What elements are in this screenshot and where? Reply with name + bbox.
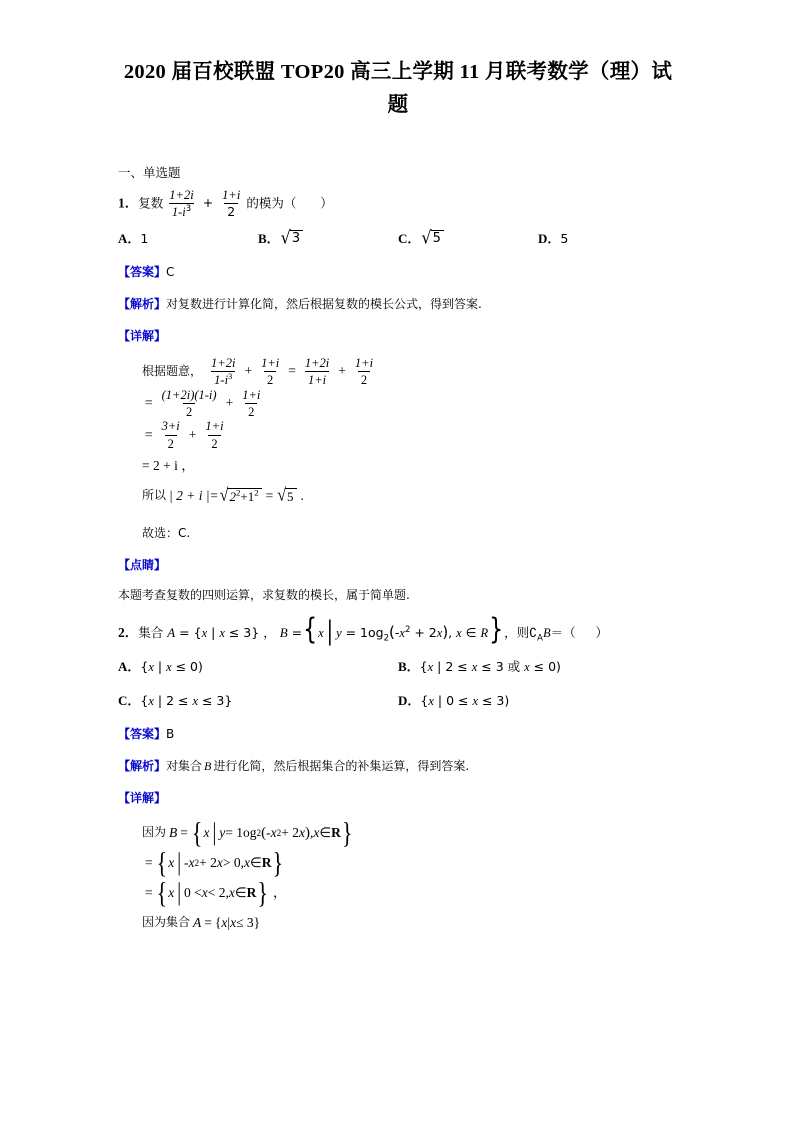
analysis-tag: 【解析】	[118, 759, 167, 773]
question-2-answer	[118, 720, 678, 748]
q2-solution-row-3: = { x | 0 < x < 2, x ∈ R } ，	[145, 875, 287, 910]
question-1-conclusion: 故选：C.	[142, 526, 191, 540]
q2-solution-row-4: 因为集合 A = { x | x ≤ 3}	[142, 914, 261, 930]
q2-solution-row-2: = { x | - x 2 + 2 x > 0, x ∈ R }	[145, 845, 284, 880]
question-1-stem-prefix: 复数	[138, 195, 164, 211]
question-2-detail-tag	[118, 784, 678, 812]
solution-row-4: = 2 + i ，	[142, 457, 195, 473]
page-title: 2020 届百校联盟 TOP20 高三上学期 11 月联考数学（理）试题	[123, 61, 673, 116]
question-1-detail-tag	[118, 322, 678, 350]
solution-row-2: = $\frac{(1+2i)(1-i)}{2}$ + $\frac{1+i}{2}$	[145, 387, 261, 419]
question-1-options	[118, 224, 678, 254]
answer-value: B	[166, 727, 175, 741]
fraction-2: $\frac{1+i}{2}$	[222, 188, 241, 220]
fraction-1: $\frac{1+2i}{1-i^3}$	[169, 188, 194, 220]
question-2-number: 2．	[118, 625, 139, 640]
question-2-stem: 2．集合 A = {x | x ≤ 3} ， B ={x | $y = 1og_2(-x^2 + 2x)$, x ∈ R}，则$∁_AB=$（ ）	[118, 613, 608, 648]
question-1-solution	[142, 356, 678, 511]
question-1-insight-tag	[118, 551, 678, 579]
question-1-insight: 本题考查复数的四则运算，求复数的模长，属于简单题.	[118, 588, 410, 602]
option-a[interactable]: A．{x | x ≤ 0)	[118, 659, 203, 674]
question-1-number: 1．	[118, 195, 139, 211]
question-2-options-row-2	[118, 686, 678, 716]
answer-tag: 【答案】	[118, 264, 167, 279]
solution-lead: 根据题意，	[142, 364, 203, 379]
analysis-text: 对复数进行计算化简，然后根据复数的模长公式，得到答案.	[166, 296, 482, 311]
analysis-tag: 【解析】	[118, 296, 167, 311]
question-2-solution	[142, 815, 678, 938]
question-1-stem: 1．复数 $\frac{1+2i}{1-i^3}$ + $\frac{1+i}{2}$ 的模为（ ）	[118, 188, 333, 220]
question-2-options-row-1	[118, 652, 678, 682]
question-1-analysis	[118, 290, 678, 318]
question-2-stem-prefix: 集合	[138, 625, 164, 640]
option-a[interactable]: A．1	[118, 230, 149, 246]
option-c[interactable]: C． √ 5	[398, 224, 538, 254]
modulus-result-radicand: 5	[285, 488, 297, 505]
option-b-radicand: 3	[290, 230, 303, 247]
solution-row-1: 根据题意， $\frac{1+2i}{1-i^3}$ + $\frac{1+i}{2}$ = $\frac{1+2i}{1+i}$ + $\frac{1+i}{2}$	[142, 355, 374, 388]
q2-solution-row-1: 因为 B = { x | y = 1og 2 ( - x 2 + 2 x ) , x ∈ R }	[142, 815, 353, 850]
answer-tag: 【答案】	[118, 727, 167, 741]
detail-tag: 【详解】	[118, 791, 167, 805]
question-1-paren: ）	[320, 195, 333, 211]
option-c[interactable]: C．{x | 2 ≤ x ≤ 3}	[118, 693, 233, 708]
option-b[interactable]: B． √ 3	[258, 224, 398, 254]
section-heading: 一、单选题	[118, 165, 181, 180]
option-d[interactable]: D．{x | 0 ≤ x ≤ 3)	[398, 693, 510, 708]
modulus-expr: | 2 + i |=	[169, 487, 219, 503]
question-1-stem-suffix: 的模为（	[246, 195, 297, 211]
option-c-radicand: 5	[431, 230, 444, 247]
option-b[interactable]: B．{x | 2 ≤ x ≤ 3 或 x ≤ 0)	[398, 659, 561, 674]
question-1-answer	[118, 258, 678, 286]
option-d[interactable]: D．5	[538, 230, 569, 246]
solution-row-5: 所以 | 2 + i |= √ $2^2+1^2$ = √ 5 .	[142, 485, 304, 505]
detail-tag: 【详解】	[118, 328, 167, 343]
document-content	[118, 56, 678, 938]
question-2-analysis: 【解析】对集合 B 进行化简，然后根据集合的补集运算，得到答案.	[118, 759, 470, 773]
solution-row-3: = $\frac{3+i}{2}$ + $\frac{1+i}{2}$	[145, 419, 224, 451]
insight-tag: 【点睛】	[118, 558, 167, 572]
answer-value: C	[166, 264, 175, 279]
